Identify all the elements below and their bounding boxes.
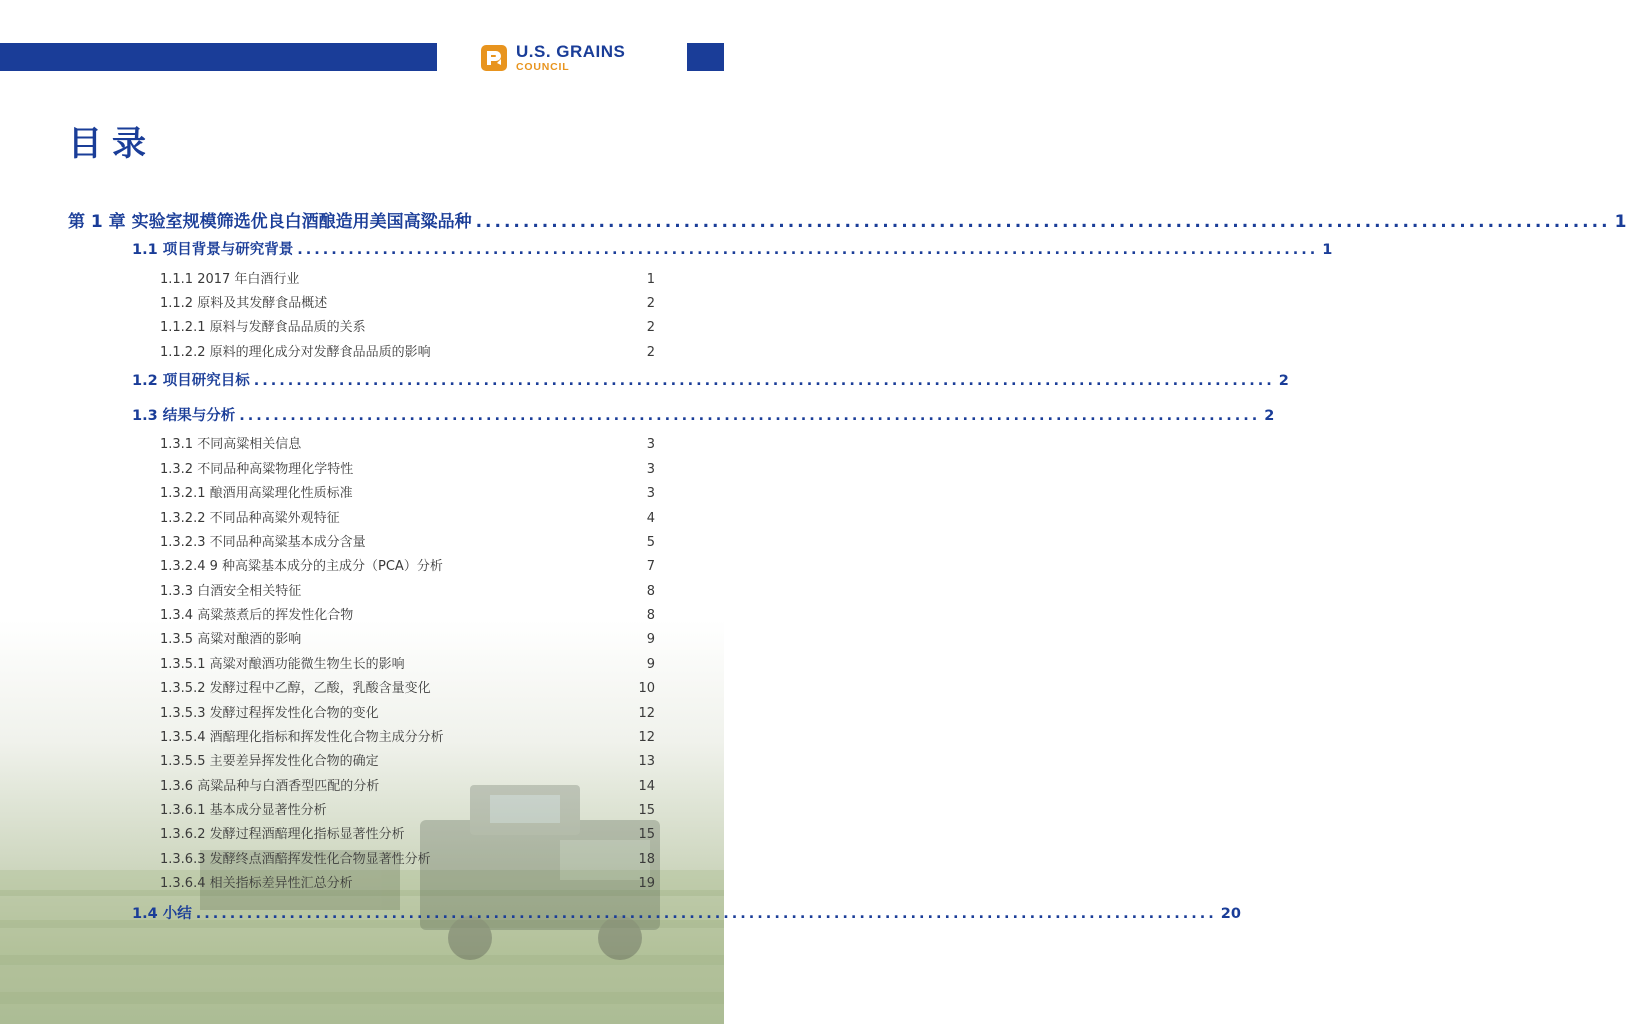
toc-page-number: 5 — [646, 535, 655, 550]
toc-entry-title: 1.3.5.2 发酵过程中乙醇，乙酸，乳酸含量变化 — [160, 681, 431, 696]
toc-page-number: 3 — [646, 437, 655, 452]
toc-entry[interactable] — [160, 775, 655, 794]
toc-page-number: 2 — [646, 345, 655, 360]
toc-entry[interactable] — [160, 872, 655, 891]
toc-leader-dots: ........................................................................................................................ — [297, 242, 1319, 258]
toc-entry[interactable] — [160, 702, 655, 721]
toc-entry-title: 1.3.2.3 不同品种高粱基本成分含量 — [160, 535, 366, 550]
toc-entry[interactable] — [160, 292, 655, 311]
toc-entry[interactable] — [160, 823, 655, 842]
toc-entry-title: 1.1.1 2017 年白酒行业 — [160, 272, 300, 287]
toc-entry-title: 1.3.2 不同品种高粱物理化学特性 — [160, 462, 354, 477]
toc-page-number: 12 — [638, 706, 655, 721]
toc-page-number: 15 — [638, 803, 655, 818]
toc-entry-title: 1.3.2.2 不同品种高粱外观特征 — [160, 511, 340, 526]
toc-entry-title: 1.3.6 高粱品种与白酒香型匹配的分析 — [160, 779, 380, 794]
toc-entry[interactable] — [160, 507, 655, 526]
toc-entry-title: 1.3.4 高粱蒸煮后的挥发性化合物 — [160, 608, 354, 623]
toc-entry[interactable] — [160, 750, 655, 769]
toc-page-number: 3 — [646, 486, 655, 501]
toc-page-number: 2 — [1278, 373, 1289, 389]
toc-entry-title: 1.1.2 原料及其发酵食品概述 — [160, 296, 328, 311]
toc-entry-title: 1.3 结果与分析 — [132, 408, 236, 424]
toc-entry[interactable] — [160, 316, 655, 335]
toc-page-number: 10 — [638, 681, 655, 696]
toc-entry-title: 1.3.3 白酒安全相关特征 — [160, 584, 302, 599]
toc-page-number: 18 — [638, 852, 655, 867]
toc-page-number: 4 — [646, 511, 655, 526]
toc-entry-title: 1.3.5.4 酒醅理化指标和挥发性化合物主成分分析 — [160, 730, 444, 745]
toc-entry[interactable] — [160, 604, 655, 623]
toc-entry[interactable] — [160, 799, 655, 818]
toc-page-number: 1 — [1322, 242, 1333, 258]
toc-entry-title: 第 1 章 实验室规模筛选优良白酒酿造用美国高粱品种 — [68, 212, 472, 232]
toc-page-number: 2 — [646, 320, 655, 335]
toc-entry[interactable] — [160, 458, 655, 477]
toc-page-number: 9 — [646, 632, 655, 647]
toc-entry-title: 1.2 项目研究目标 — [132, 373, 250, 389]
toc-entry-title: 1.3.5.5 主要差异挥发性化合物的确定 — [160, 754, 379, 769]
toc-entry-title: 1.3.5 高粱对酿酒的影响 — [160, 632, 302, 647]
toc-entry-title: 1.1.2.2 原料的理化成分对发酵食品品质的影响 — [160, 345, 431, 360]
toc-entry[interactable] — [160, 653, 655, 672]
toc-entry[interactable] — [160, 531, 655, 550]
toc-entry[interactable] — [160, 341, 655, 360]
toc-entry[interactable] — [160, 677, 655, 696]
toc-leader-dots: ........................................................................................................................ — [475, 212, 1611, 232]
toc-page-number: 2 — [646, 296, 655, 311]
toc-page-number: 8 — [646, 608, 655, 623]
toc-page-number: 20 — [1220, 906, 1241, 922]
toc-page-number: 13 — [638, 754, 655, 769]
toc-page-number: 7 — [646, 559, 655, 574]
toc-page-number: 12 — [638, 730, 655, 745]
toc-page-number: 1 — [646, 272, 655, 287]
toc-leader-dots: ........................................................................................................................ — [253, 373, 1275, 389]
toc-entry[interactable] — [132, 902, 1241, 923]
toc-page-number: 3 — [646, 462, 655, 477]
toc-page-number: 15 — [638, 827, 655, 842]
toc-entry-title: 1.3.5.1 高粱对酿酒功能微生物生长的影响 — [160, 657, 405, 672]
logo-line1: U.S. GRAINS — [516, 42, 626, 62]
toc-entry[interactable] — [68, 207, 1626, 232]
toc-entry[interactable] — [160, 726, 655, 745]
toc-entry[interactable] — [132, 369, 1289, 390]
toc-page-number: 1 — [1614, 212, 1626, 232]
logo-line2: COUNCIL — [516, 61, 570, 74]
toc-entry[interactable] — [160, 628, 655, 647]
toc-entry-title: 1.1.2.1 原料与发酵食品品质的关系 — [160, 320, 366, 335]
toc-entry-title: 1.3.1 不同高粱相关信息 — [160, 437, 302, 452]
toc-entry[interactable] — [160, 268, 655, 287]
toc-entry[interactable] — [160, 433, 655, 452]
toc-entry-title: 1.3.5.3 发酵过程挥发性化合物的变化 — [160, 706, 379, 721]
toc-entry-title: 1.3.2.1 酿酒用高粱理化性质标准 — [160, 486, 353, 501]
toc-entry[interactable] — [160, 848, 655, 867]
toc-entry[interactable] — [160, 580, 655, 599]
toc-entry[interactable] — [160, 555, 655, 574]
toc-entry-title: 1.3.6.3 发酵终点酒醅挥发性化合物显著性分析 — [160, 852, 431, 867]
toc-page-number: 8 — [646, 584, 655, 599]
toc-entry[interactable] — [132, 238, 1333, 259]
page-title: 目录 — [68, 124, 156, 164]
toc-leader-dots: ........................................................................................................................ — [239, 408, 1261, 424]
toc-page-number: 19 — [638, 876, 655, 891]
toc-page-number: 14 — [638, 779, 655, 794]
toc-entry-title: 1.4 小结 — [132, 906, 192, 922]
toc-leader-dots: ........................................................................................................................ — [195, 906, 1217, 922]
toc-page-number: 2 — [1264, 408, 1275, 424]
toc-entry-title: 1.3.6.1 基本成分显著性分析 — [160, 803, 327, 818]
toc-entry-title: 1.1 项目背景与研究背景 — [132, 242, 294, 258]
toc-entry[interactable] — [132, 404, 1275, 425]
toc-entry-title: 1.3.6.2 发酵过程酒醅理化指标显著性分析 — [160, 827, 405, 842]
toc-entry-title: 1.3.2.4 9 种高粱基本成分的主成分（PCA）分析 — [160, 559, 443, 574]
toc-entry[interactable] — [160, 482, 655, 501]
toc-page-number: 9 — [646, 657, 655, 672]
toc-entry-title: 1.3.6.4 相关指标差异性汇总分析 — [160, 876, 353, 891]
